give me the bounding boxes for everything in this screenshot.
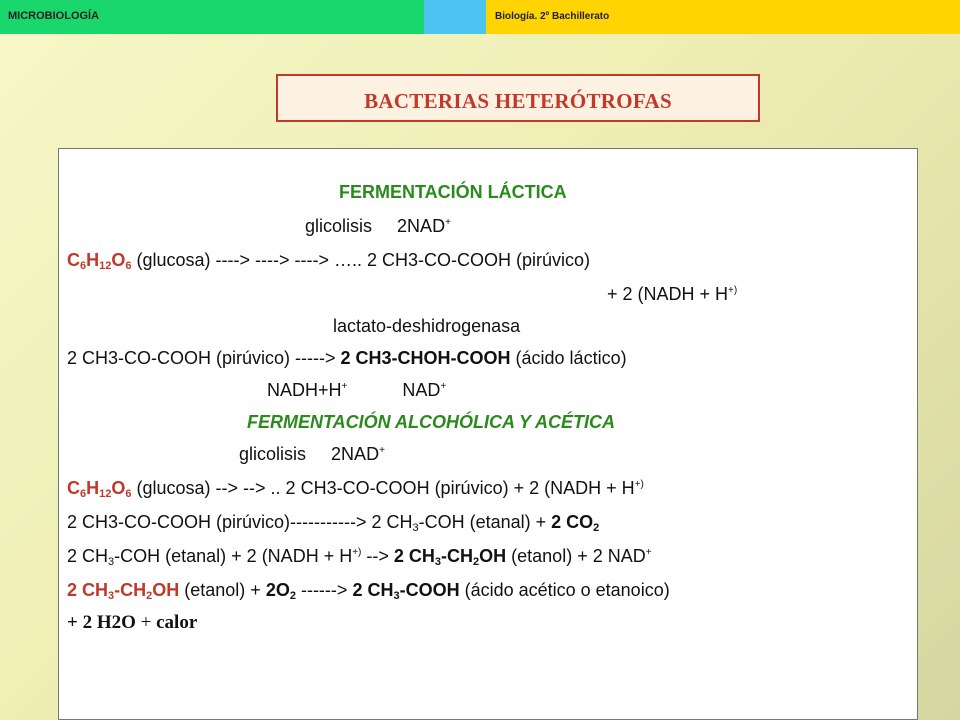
- lactic-glucose-equation: $C_6H_{12}O_6$ (glucosa) ----> ----> ----> ….. 2 CH3-CO-COOH (pirúvico): [67, 250, 591, 272]
- decarboxylation-reaction: 2 CH3-CO-COOH (pirúvico)-----------> 2 $CH_3$-COH (etanal) + 2 $CO_2$: [67, 512, 600, 534]
- title-box: [276, 74, 760, 122]
- alcoholic-glucose-equation: $C_6H_{12}O_6$ (glucosa) --> --> .. 2 CH3-CO-COOH (pirúvico) + 2 (NADH + H+): [67, 478, 644, 500]
- lactic-cofactors: NADH+H+ NAD+: [267, 380, 447, 400]
- header-bar: [0, 0, 960, 34]
- subject-label: MICROBIOLOGÍA: [8, 10, 100, 22]
- lactic-enzyme-label: lactato-deshidrogenasa: [333, 316, 521, 336]
- alcoholic-heading: FERMENTACIÓN ALCOHÓLICA Y ACÉTICA: [247, 412, 615, 432]
- acetic-byproducts: + 2 H2O + calor: [67, 612, 198, 633]
- lactic-glycolysis-label: glicolisis 2NAD+: [305, 216, 451, 236]
- lactic-nadh-product: + 2 (NADH + H+): [607, 284, 738, 304]
- page-title: BACTERIAS HETERÓTROFAS: [364, 88, 672, 113]
- alcoholic-glycolysis-label: glicolisis 2NAD+: [239, 444, 385, 464]
- course-label: Biología. 2º Bachillerato: [495, 11, 610, 22]
- content-panel: [58, 148, 918, 720]
- header-blue-band: [424, 0, 486, 34]
- acetic-reaction: 2 $CH_3-CH_2OH$ (etanol) + $2O_2$ ------> 2 $CH_3$-COOH (ácido acético o etanoico): [67, 580, 670, 602]
- lactic-reaction: 2 CH3-CO-COOH (pirúvico) -----> 2 CH3-CHOH-COOH (ácido láctico): [67, 348, 627, 368]
- lactic-heading: FERMENTACIÓN LÁCTICA: [339, 182, 567, 202]
- ethanol-reaction: 2 $CH_3$-COH (etanal) + 2 (NADH + H+) --> 2 $CH_3-CH_2OH$ (etanol) + 2 NAD+: [67, 546, 652, 568]
